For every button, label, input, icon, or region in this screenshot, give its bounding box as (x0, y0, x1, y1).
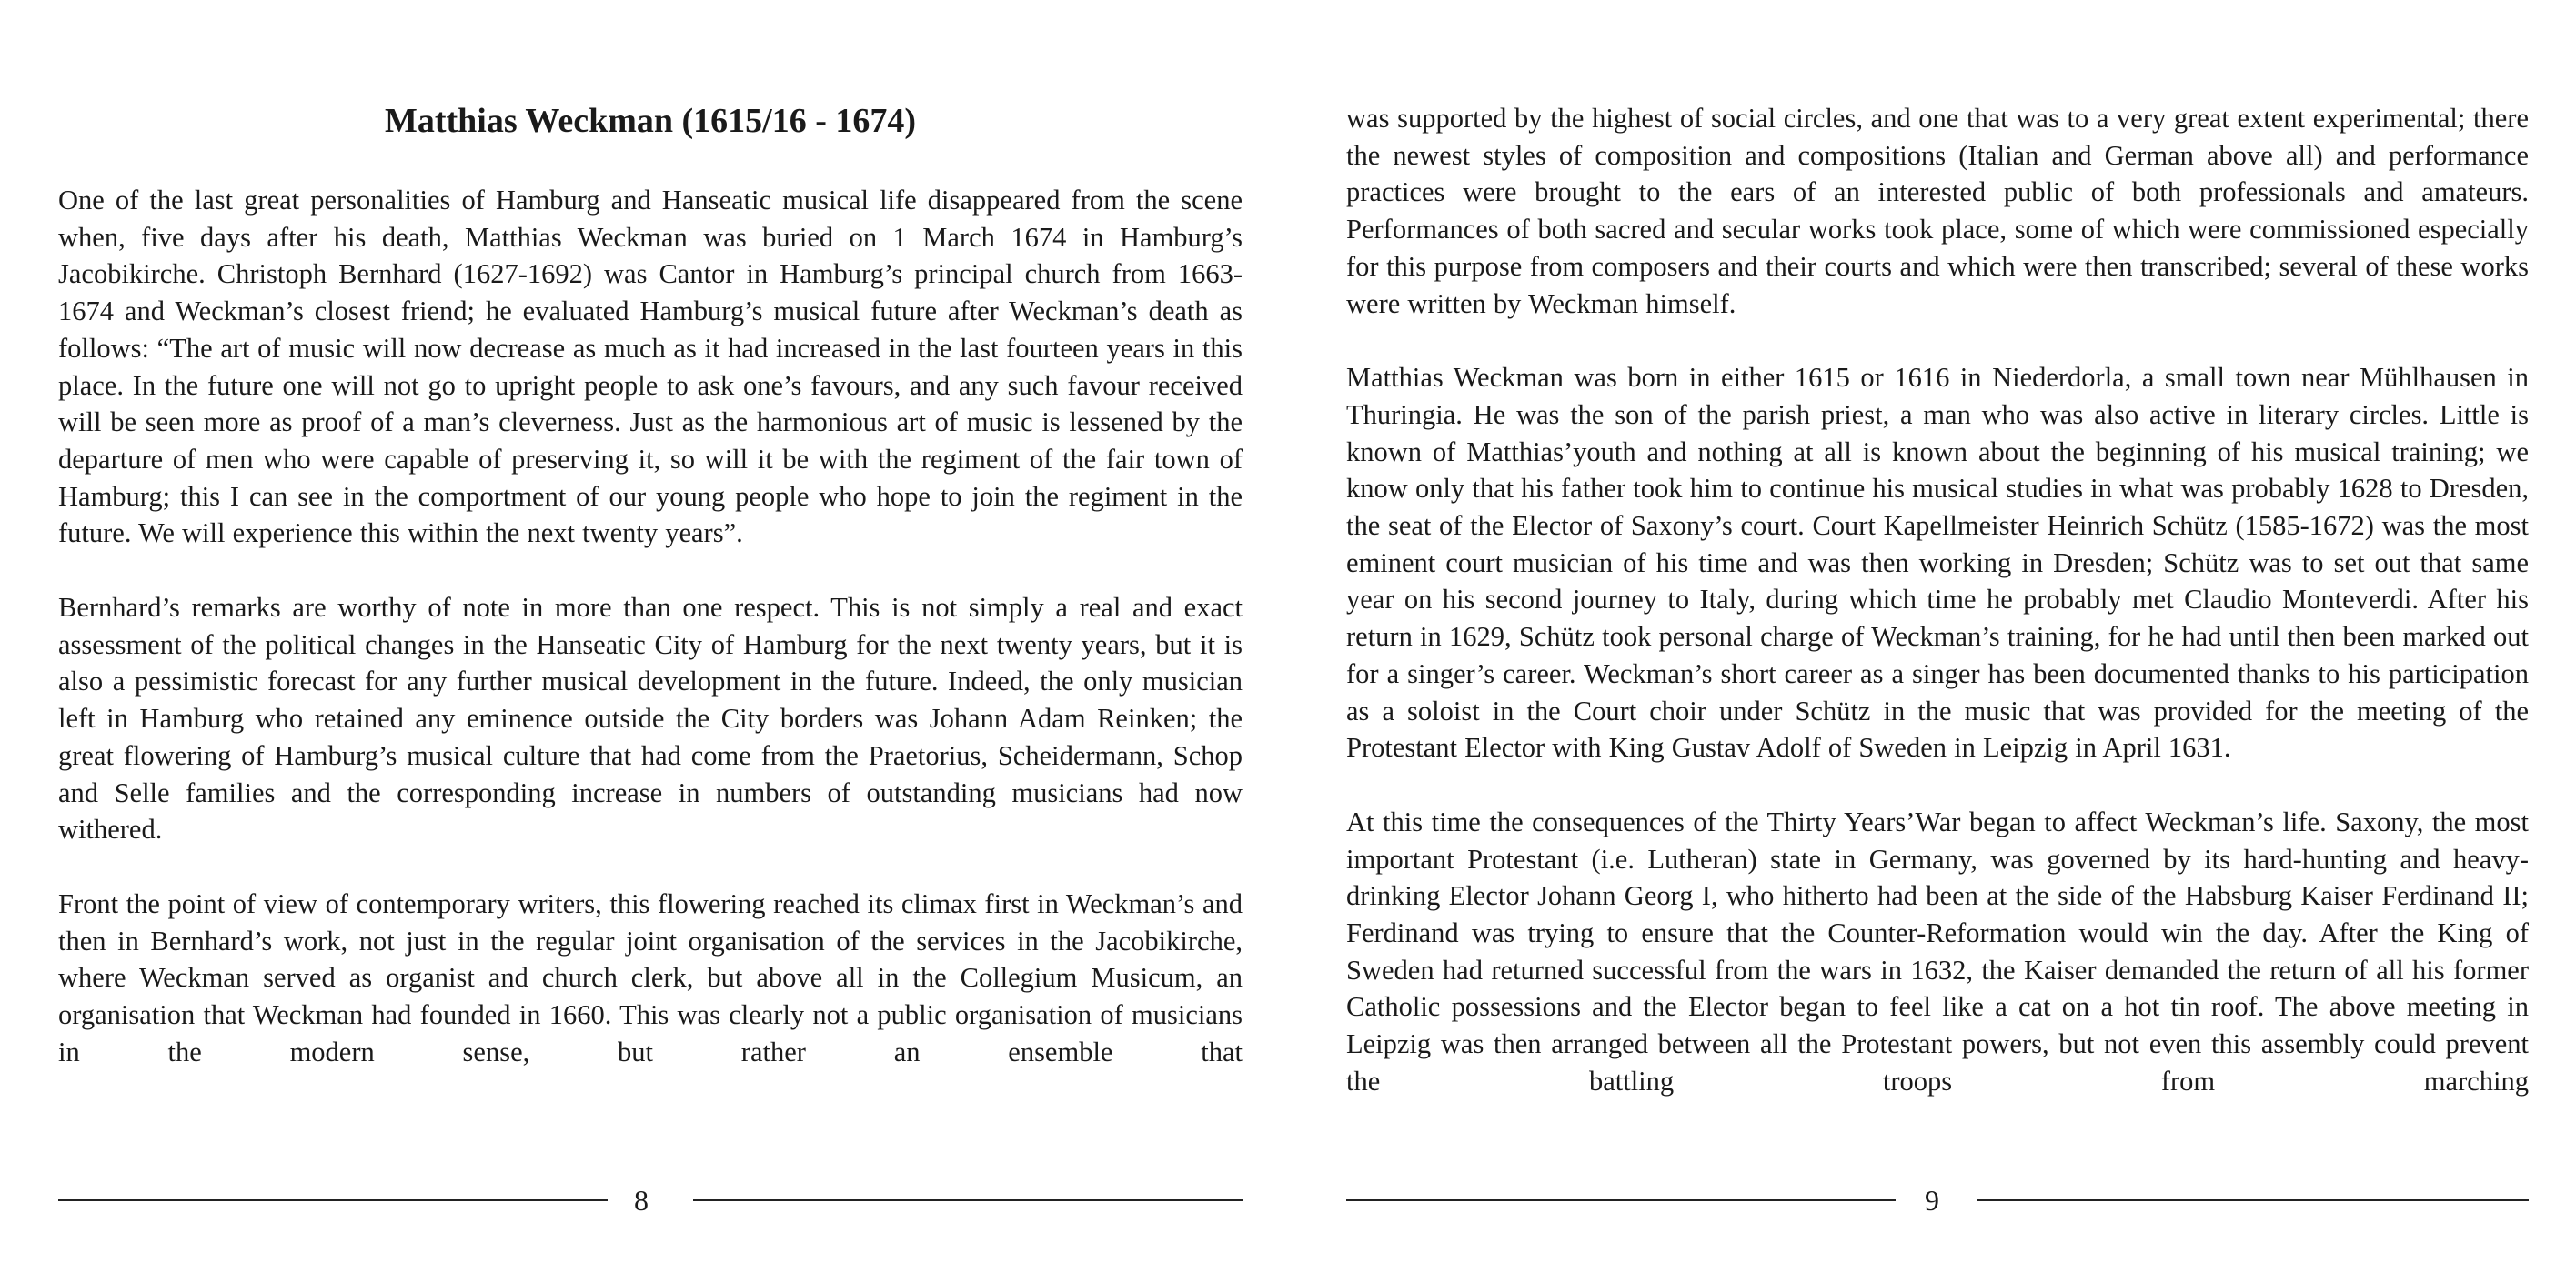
left-page (58, 0, 1243, 1273)
paragraph: was supported by the highest of social circles, and one that was to a very great extent experimental; there the newest styles of composition and compositions (Italian and German above all) and performance practices were brought to the ears of an interested public of both professionals and amateurs. Performances of both sacred and secular works took place, some of which were commissioned especially for this purpose from composers and their courts and which were then transcribed; several of these works were written by Weckman himself. (1346, 103, 2529, 319)
paragraph: Bernhard’s remarks are worthy of note in more than one respect. This is not simply a real and exact assessment of the political changes in the Hanseatic City of Hamburg for the next twenty years, but it is also a pessimistic forecast for any further musical development in the future. Indeed, the only musician left in Hamburg who retained any eminence outside the City borders was Johann Adam Reinken; the great flowering of Hamburg’s musical culture that had come from the Praetorius, Scheidermann, Schop and Selle families and the corresponding increase in numbers of outstanding musicians had now withered. (58, 592, 1243, 846)
paragraph: Matthias Weckman was born in either 1615 or 1616 in Niederdorla, a small town near Mühlhausen in Thuringia. He was the son of the parish priest, a man who was also active in literary circles. Little is known of Matthias’youth and nothing at all is known about the beginning of his musical training; we know only that his father took him to continue his musical studies in what was probably 1628 to Dresden, the seat of the Elector of Saxony’s court. Court Kapellmeister Heinrich Schütz (1585-1672) was the most eminent court musician of his time and was then working in Dresden; Schütz was to set out that same year on his second journey to Italy, during which time he probably met Claudio Monteverdi. After his return in 1629, Schütz took personal charge of Weckman’s training, for he had until then been marked out for a singer’s career. Weckman’s short career as a singer has been documented thanks to his participation as a soloist in the Court choir under Schütz in the music that was provided for the meeting of the Protestant Elector with King Gustav Adolf of Sweden in Leipzig in April 1631. (1346, 362, 2529, 764)
right-page (1346, 0, 2529, 1273)
page-footer (1346, 1182, 2529, 1218)
footer-rule-left (1346, 1199, 1896, 1201)
paragraph: At this time the consequences of the Thirty Years’War began to affect Weckman’s life. Saxony, the most important Protestant (i.e. Lutheran) state in Germany, was governed by its hard-hunting and heavy-drinking Elector Johann Georg I, who hitherto had been at the side of the Habsburg Kaiser Ferdinand II; Ferdinand was trying to ensure that the Counter-Reformation would win the day. After the King of Sweden had returned successful from the wars in 1632, the Kaiser demanded the return of all his former Catholic possessions and the Elector began to feel like a cat on a hot tin roof. The above meeting in Leipzig was then arranged between all the Protestant powers, but not even this assembly could prevent the battling troops from marching (1346, 806, 2529, 1097)
paragraph: One of the last great personalities of Hamburg and Hanseatic musical life disappeared from the scene when, five days after his death, Matthias Weckman was buried on 1 March 1674 in Hamburg’s Jacobikirche. Christoph Bernhard (1627-1692) was Cantor in Hamburg’s principal church from 1663-1674 and Weckman’s closest friend; he evaluated Hamburg’s musical future after Weckman’s death as follows: “The art of music will now decrease as much as it had increased in the last fourteen years in this place. In the future one will not go to upright people to ask one’s favours, and any such favour received will be seen more as proof of a man’s cleverness. Just as the harmonious art of music is lessened by the departure of men who were capable of preserving it, so will it be with the regiment of the fair town of Hamburg; this I can see in the comportment of our young people who hope to join the regiment in the future. We will experience this within the next twenty years”. (58, 185, 1243, 549)
page-number: 9 (1925, 1184, 1939, 1217)
footer-rule-left (58, 1199, 608, 1201)
paragraph: Front the point of view of contemporary writers, this flowering reached its climax first in Weckman’s and then in Bernhard’s work, not just in the regular joint organisation of the services in the Jacobikirche, where Weckman served as organist and church clerk, but above all in the Collegium Musicum, an organisation that Weckman had founded in 1660. This was clearly not a public organisation of musicians in the modern sense, but rather an ensemble that (58, 887, 1243, 1068)
page-title: Matthias Weckman (1615/16 - 1674) (384, 102, 917, 140)
footer-rule-right (1977, 1199, 2529, 1201)
page-footer (58, 1182, 1243, 1218)
footer-rule-right (693, 1199, 1243, 1201)
page-number: 8 (634, 1184, 649, 1217)
